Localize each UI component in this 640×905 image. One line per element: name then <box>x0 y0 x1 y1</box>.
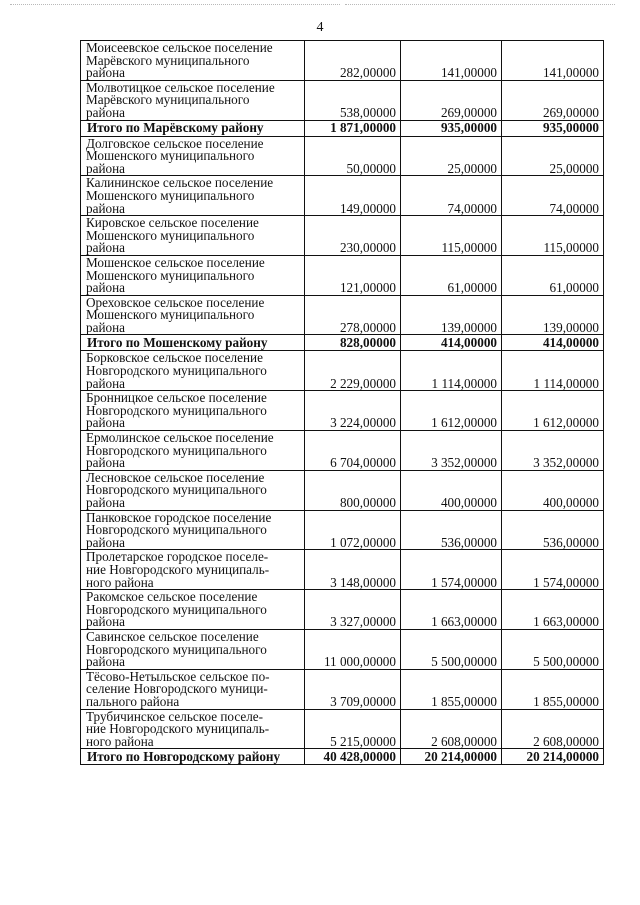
amount-cell-1: 3 327,00000 <box>305 590 401 630</box>
amount-cell-2: 400,00000 <box>401 470 502 510</box>
amount-cell-1: 121,00000 <box>305 255 401 295</box>
total-label-cell: Итого по Новгородскому району <box>81 749 305 765</box>
amount-cell-1: 5 215,00000 <box>305 709 401 749</box>
settlement-name-cell: Моисеевское сельское поселение Марёвского муниципального района <box>81 41 305 81</box>
total-label-cell: Итого по Марёвскому району <box>81 120 305 136</box>
amount-cell-3: 2 608,00000 <box>502 709 604 749</box>
amount-cell-1: 3 224,00000 <box>305 391 401 431</box>
amount-cell-2: 20 214,00000 <box>401 749 502 765</box>
amount-cell-2: 74,00000 <box>401 176 502 216</box>
settlement-name-cell: Пролетарское городское поселе- ние Новгородского муниципаль- ного района <box>81 550 305 590</box>
amount-cell-3: 414,00000 <box>502 335 604 351</box>
amount-cell-3: 3 352,00000 <box>502 431 604 471</box>
table-row <box>81 470 604 510</box>
settlement-name-cell: Мошенское сельское поселение Мошенского муниципального района <box>81 255 305 295</box>
settlement-name-cell: Ракомское сельское поселение Новгородского муниципального района <box>81 590 305 630</box>
settlement-name-cell: Ермолинское сельское поселение Новгородского муниципального района <box>81 431 305 471</box>
amount-cell-3: 115,00000 <box>502 216 604 256</box>
table-row <box>81 510 604 550</box>
amount-cell-1: 2 229,00000 <box>305 351 401 391</box>
settlement-name-cell: Калининское сельское поселение Мошенского муниципального района <box>81 176 305 216</box>
page-number: 4 <box>316 20 324 35</box>
total-label-cell: Итого по Мошенскому району <box>81 335 305 351</box>
table-total-row <box>81 120 604 136</box>
table-row <box>81 255 604 295</box>
settlement-name-cell: Савинское сельское поселение Новгородского муниципального района <box>81 629 305 669</box>
table-row <box>81 709 604 749</box>
budget-table <box>80 40 604 765</box>
amount-cell-2: 25,00000 <box>401 136 502 176</box>
amount-cell-3: 1 612,00000 <box>502 391 604 431</box>
amount-cell-1: 1 072,00000 <box>305 510 401 550</box>
amount-cell-2: 536,00000 <box>401 510 502 550</box>
scan-artifact-line <box>345 4 615 5</box>
amount-cell-3: 1 574,00000 <box>502 550 604 590</box>
amount-cell-3: 935,00000 <box>502 120 604 136</box>
amount-cell-3: 5 500,00000 <box>502 629 604 669</box>
amount-cell-3: 25,00000 <box>502 136 604 176</box>
amount-cell-3: 74,00000 <box>502 176 604 216</box>
settlement-name-cell: Молвотицкое сельское поселение Марёвского муниципального района <box>81 80 305 120</box>
settlement-name-cell: Лесновское сельское поселение Новгородского муниципального района <box>81 470 305 510</box>
settlement-name-cell: Кировское сельское поселение Мошенского муниципального района <box>81 216 305 256</box>
amount-cell-3: 1 663,00000 <box>502 590 604 630</box>
amount-cell-2: 5 500,00000 <box>401 629 502 669</box>
amount-cell-1: 282,00000 <box>305 41 401 81</box>
amount-cell-1: 3 148,00000 <box>305 550 401 590</box>
amount-cell-2: 141,00000 <box>401 41 502 81</box>
amount-cell-1: 11 000,00000 <box>305 629 401 669</box>
amount-cell-2: 139,00000 <box>401 295 502 335</box>
settlement-name-cell: Долговское сельское поселение Мошенского муниципального района <box>81 136 305 176</box>
amount-cell-3: 400,00000 <box>502 470 604 510</box>
amount-cell-2: 269,00000 <box>401 80 502 120</box>
settlement-name-cell: Тёсово-Нетыльское сельское по- селение Новгородского муници- пального района <box>81 669 305 709</box>
amount-cell-1: 6 704,00000 <box>305 431 401 471</box>
amount-cell-1: 828,00000 <box>305 335 401 351</box>
table-row <box>81 176 604 216</box>
table-row <box>81 216 604 256</box>
settlement-name-cell: Панковское городское поселение Новгородского муниципального района <box>81 510 305 550</box>
table-row <box>81 590 604 630</box>
settlement-name-cell: Бронницкое сельское поселение Новгородского муниципального района <box>81 391 305 431</box>
amount-cell-3: 536,00000 <box>502 510 604 550</box>
table-row <box>81 80 604 120</box>
scan-artifact-line <box>10 4 340 5</box>
amount-cell-1: 230,00000 <box>305 216 401 256</box>
table-row <box>81 669 604 709</box>
settlement-name-cell: Трубичинское сельское поселе- ние Новгородского муниципаль- ного района <box>81 709 305 749</box>
amount-cell-2: 414,00000 <box>401 335 502 351</box>
table-row <box>81 295 604 335</box>
amount-cell-2: 1 574,00000 <box>401 550 502 590</box>
table-row <box>81 391 604 431</box>
amount-cell-3: 20 214,00000 <box>502 749 604 765</box>
amount-cell-3: 141,00000 <box>502 41 604 81</box>
table-row <box>81 136 604 176</box>
table-row <box>81 550 604 590</box>
table-row <box>81 351 604 391</box>
amount-cell-3: 139,00000 <box>502 295 604 335</box>
table-row <box>81 41 604 81</box>
amount-cell-2: 1 663,00000 <box>401 590 502 630</box>
amount-cell-1: 278,00000 <box>305 295 401 335</box>
budget-table-body <box>81 41 604 765</box>
table-row <box>81 629 604 669</box>
amount-cell-3: 1 855,00000 <box>502 669 604 709</box>
amount-cell-2: 935,00000 <box>401 120 502 136</box>
amount-cell-1: 1 871,00000 <box>305 120 401 136</box>
amount-cell-3: 269,00000 <box>502 80 604 120</box>
amount-cell-3: 61,00000 <box>502 255 604 295</box>
settlement-name-cell: Ореховское сельское поселение Мошенского муниципального района <box>81 295 305 335</box>
amount-cell-1: 538,00000 <box>305 80 401 120</box>
amount-cell-2: 2 608,00000 <box>401 709 502 749</box>
settlement-name-cell: Борковское сельское поселение Новгородского муниципального района <box>81 351 305 391</box>
amount-cell-1: 40 428,00000 <box>305 749 401 765</box>
amount-cell-1: 50,00000 <box>305 136 401 176</box>
amount-cell-1: 149,00000 <box>305 176 401 216</box>
amount-cell-2: 1 114,00000 <box>401 351 502 391</box>
table-total-row <box>81 335 604 351</box>
amount-cell-2: 3 352,00000 <box>401 431 502 471</box>
amount-cell-2: 61,00000 <box>401 255 502 295</box>
table-total-row <box>81 749 604 765</box>
amount-cell-1: 800,00000 <box>305 470 401 510</box>
amount-cell-2: 115,00000 <box>401 216 502 256</box>
amount-cell-1: 3 709,00000 <box>305 669 401 709</box>
table-row <box>81 431 604 471</box>
amount-cell-3: 1 114,00000 <box>502 351 604 391</box>
amount-cell-2: 1 612,00000 <box>401 391 502 431</box>
amount-cell-2: 1 855,00000 <box>401 669 502 709</box>
